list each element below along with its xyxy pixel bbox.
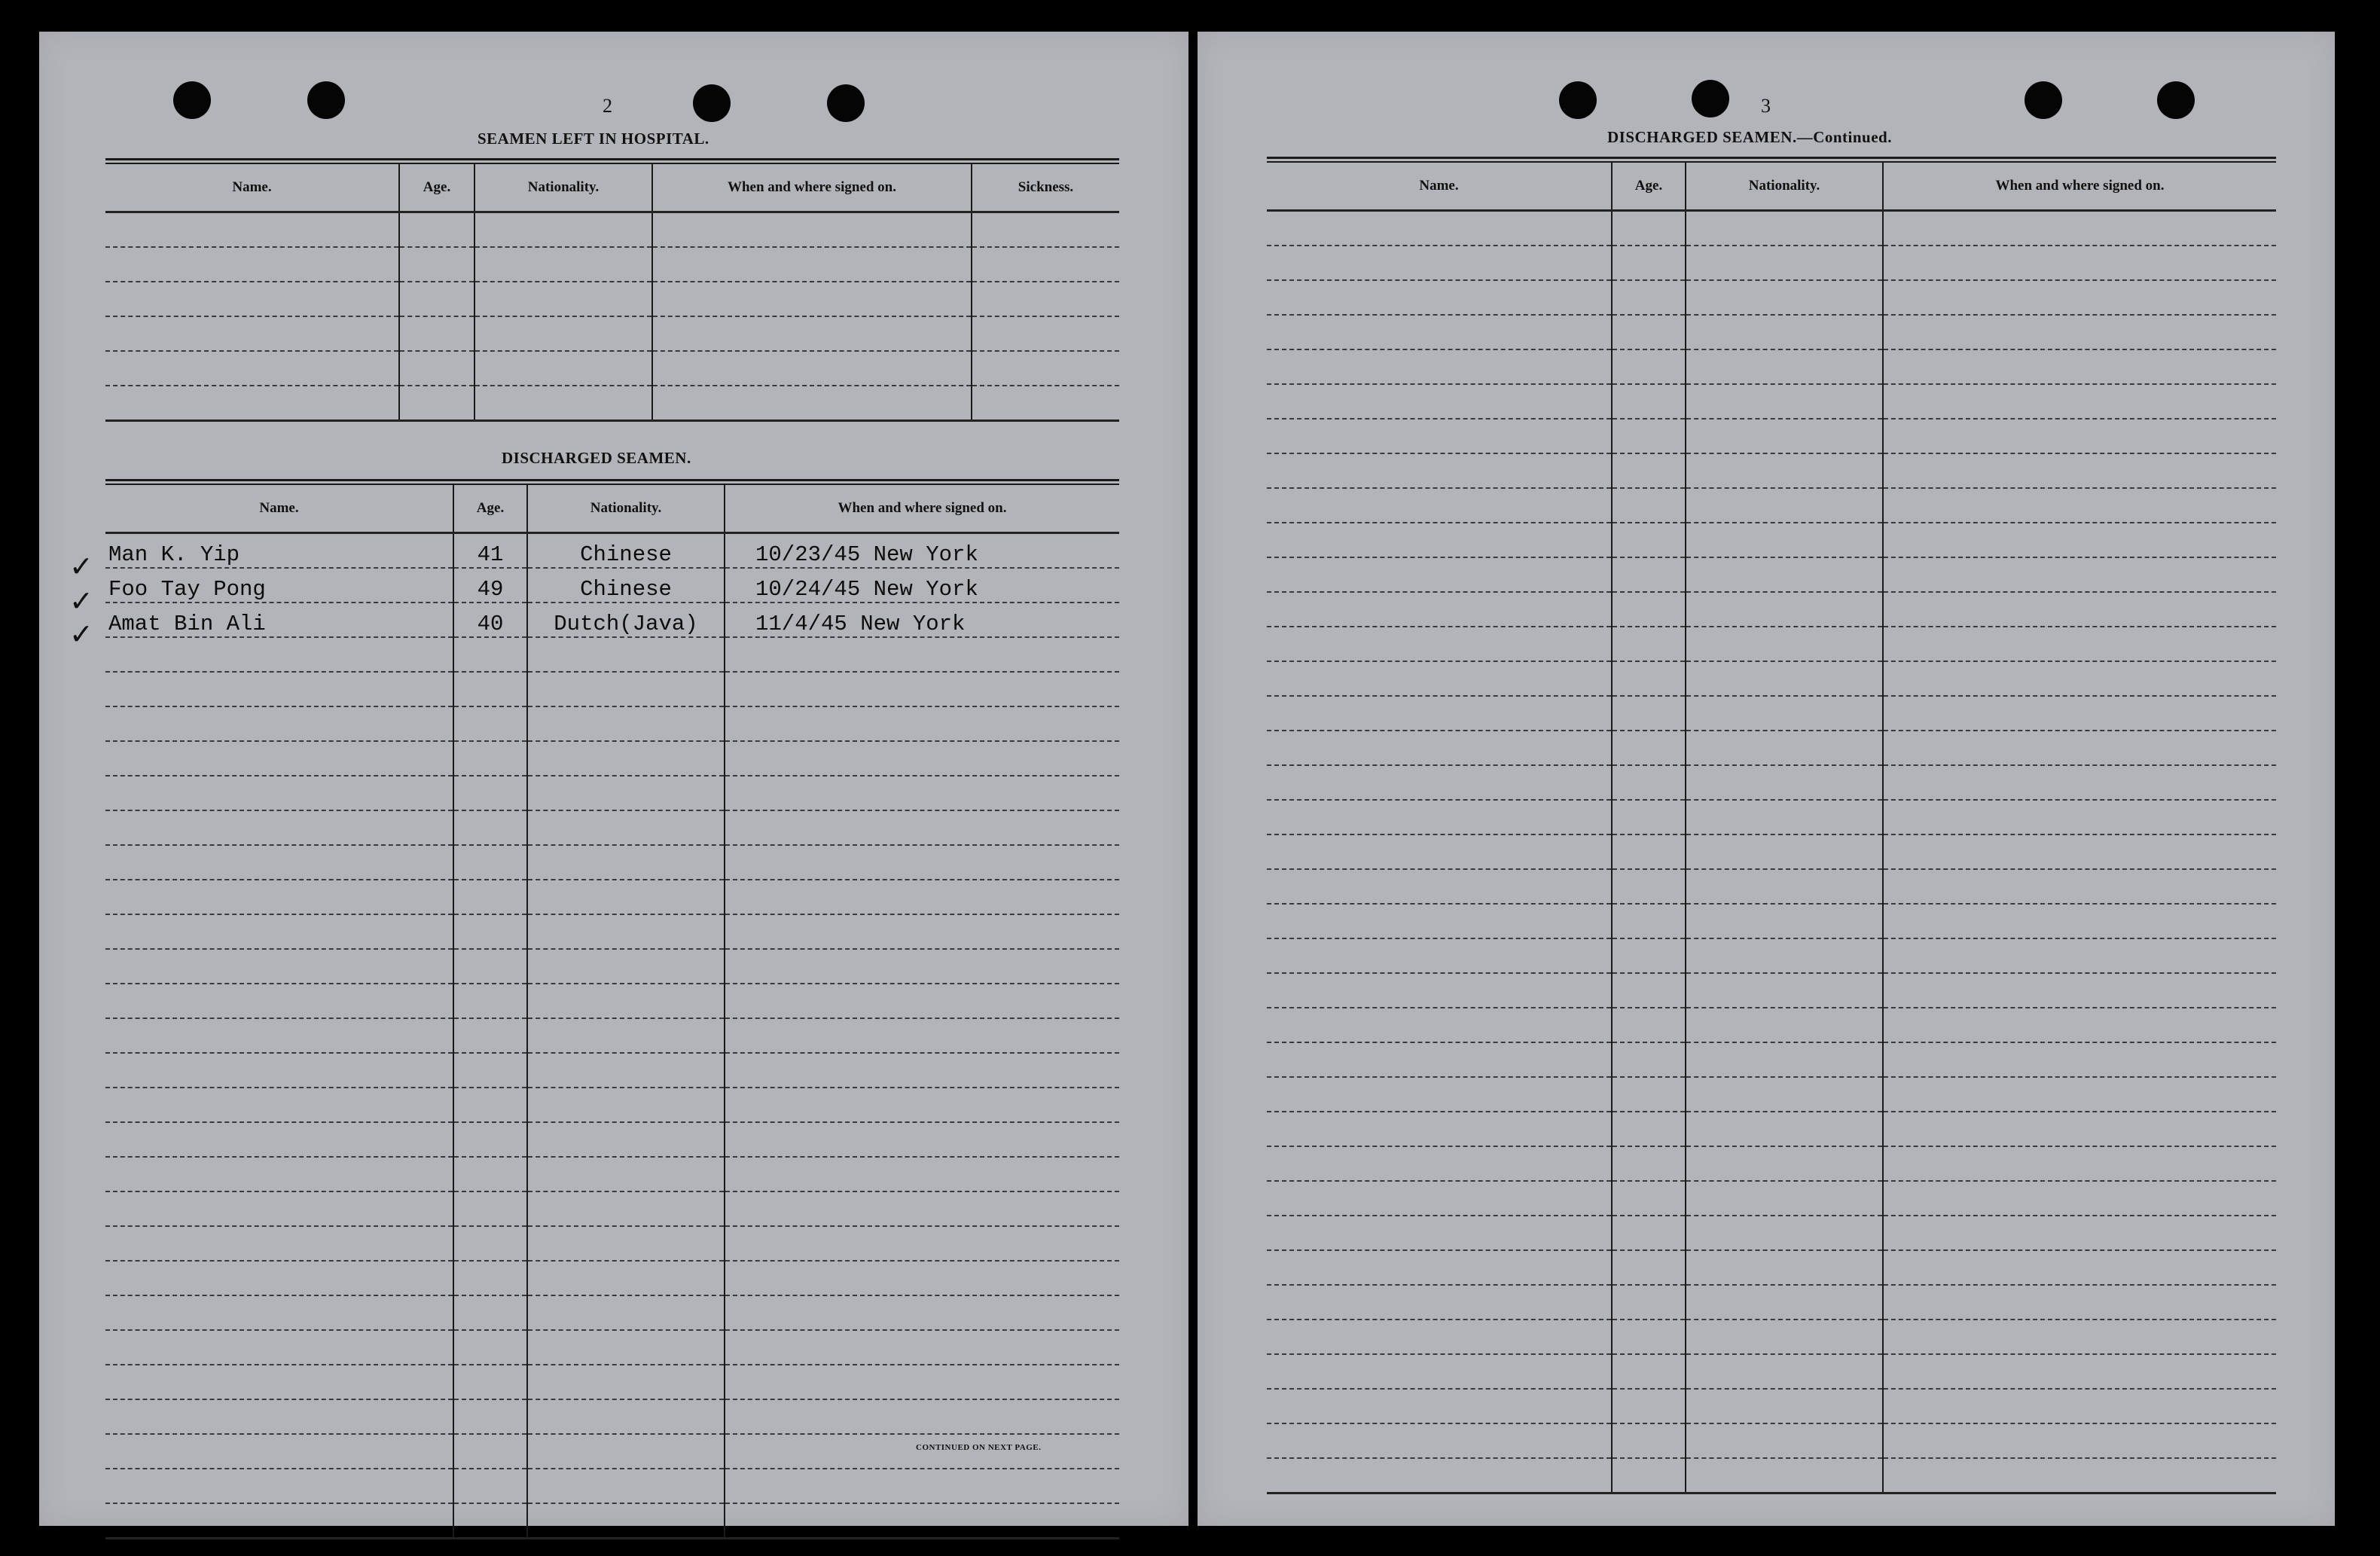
seaman-name: Foo Tay Pong <box>105 568 453 603</box>
col-header-nationality: Nationality. <box>474 164 652 212</box>
table-row <box>105 1226 1119 1261</box>
table-row <box>1267 938 2276 973</box>
seaman-nationality: Dutch(Java) <box>527 603 725 637</box>
table-row <box>105 1261 1119 1295</box>
seaman-nationality: Chinese <box>527 568 725 603</box>
table-row <box>105 1191 1119 1226</box>
col-header-age: Age. <box>453 485 527 533</box>
discharged-section-title: DISCHARGED SEAMEN. <box>502 449 691 467</box>
seaman-nationality: Chinese <box>527 533 725 569</box>
punch-hole <box>827 84 865 122</box>
check-mark-icon: ✓ <box>69 618 93 651</box>
table-row <box>1267 1112 2276 1146</box>
table-row <box>1267 869 2276 904</box>
hospital-section-title: SEAMEN LEFT IN HOSPITAL. <box>478 130 709 148</box>
table-row <box>1267 1389 2276 1423</box>
table-row <box>105 672 1119 706</box>
continued-note: CONTINUED ON NEXT PAGE. <box>916 1443 1042 1452</box>
table-row <box>1267 1458 2276 1493</box>
table-row <box>105 1018 1119 1053</box>
punch-hole <box>1692 80 1729 117</box>
table-row <box>1267 384 2276 419</box>
table-row <box>105 1157 1119 1191</box>
table-row <box>105 386 1119 421</box>
col-header-name: Name. <box>105 164 399 212</box>
table-row <box>105 282 1119 316</box>
punch-hole <box>2157 81 2195 119</box>
col-header-name: Name. <box>105 485 453 533</box>
table-row <box>105 984 1119 1018</box>
col-header-sickness: Sickness. <box>972 164 1119 212</box>
seaman-age: 40 <box>453 603 527 637</box>
discharged-continued-table <box>1267 163 2276 1494</box>
top-rule <box>105 158 1119 160</box>
table-row <box>1267 696 2276 731</box>
table-row <box>1267 1008 2276 1042</box>
seaman-age: 41 <box>453 533 527 569</box>
table-row <box>1267 834 2276 869</box>
table-row <box>105 1399 1119 1434</box>
table-row <box>1267 315 2276 349</box>
table-header-row <box>105 164 1119 212</box>
top-rule <box>1267 157 2276 159</box>
page-number: 3 <box>1761 95 1771 117</box>
col-header-signed-on: When and where signed on. <box>725 485 1119 533</box>
table-row <box>105 810 1119 845</box>
check-mark-icon: ✓ <box>69 550 93 583</box>
table-row <box>105 845 1119 880</box>
table-row <box>105 1053 1119 1088</box>
table-row <box>1267 661 2276 696</box>
table-row <box>105 247 1119 282</box>
table-row <box>1267 349 2276 384</box>
punch-hole <box>173 81 211 119</box>
table-row <box>1267 419 2276 453</box>
table-row <box>1267 731 2276 765</box>
table-row <box>1267 627 2276 661</box>
punch-hole <box>693 84 731 122</box>
table-row <box>105 316 1119 351</box>
table-row <box>1267 246 2276 280</box>
table-row <box>105 351 1119 386</box>
table-row <box>105 1088 1119 1122</box>
table-row <box>1267 1354 2276 1389</box>
seaman-name: Amat Bin Ali <box>105 603 453 637</box>
table-row <box>1267 453 2276 488</box>
hospital-table <box>105 164 1119 422</box>
table-row <box>105 637 1119 672</box>
col-header-nationality: Nationality. <box>527 485 725 533</box>
seaman-name: Man K. Yip <box>105 533 453 569</box>
left-page <box>39 32 1188 1526</box>
table-row <box>105 949 1119 984</box>
table-row <box>105 603 1119 637</box>
col-header-nationality: Nationality. <box>1686 163 1883 211</box>
discharged-continued-title: DISCHARGED SEAMEN.—Continued. <box>1607 128 1892 146</box>
seaman-age: 49 <box>453 568 527 603</box>
table-row <box>1267 973 2276 1008</box>
table-row <box>1267 765 2276 800</box>
table-row <box>105 914 1119 949</box>
table-row <box>1267 1285 2276 1320</box>
punch-hole <box>2025 81 2062 119</box>
table-row <box>1267 211 2276 246</box>
col-header-signed-on: When and where signed on. <box>1883 163 2276 211</box>
table-row <box>105 880 1119 914</box>
table-row <box>105 741 1119 776</box>
table-row <box>1267 1077 2276 1112</box>
table-row <box>1267 800 2276 834</box>
table-row <box>105 706 1119 741</box>
seaman-signed-on: 10/23/45 New York <box>725 533 1119 569</box>
col-header-name: Name. <box>1267 163 1612 211</box>
seaman-signed-on: 11/4/45 New York <box>725 603 1119 637</box>
table-header-row <box>105 485 1119 533</box>
table-row <box>105 212 1119 248</box>
table-row <box>1267 592 2276 627</box>
table-row <box>1267 488 2276 523</box>
table-row <box>105 1469 1119 1503</box>
table-row <box>1267 1423 2276 1458</box>
punch-hole <box>307 81 345 119</box>
right-page <box>1198 32 2335 1526</box>
table-row <box>1267 1320 2276 1354</box>
table-row <box>105 1330 1119 1365</box>
table-row <box>105 1122 1119 1157</box>
col-header-age: Age. <box>399 164 474 212</box>
table-row <box>1267 1181 2276 1216</box>
page-number: 2 <box>603 95 612 117</box>
punch-hole <box>1559 81 1597 119</box>
table-row <box>1267 904 2276 938</box>
table-row <box>105 568 1119 603</box>
table-row <box>1267 557 2276 592</box>
table-row <box>1267 523 2276 557</box>
table-row <box>105 533 1119 569</box>
table-row <box>1267 1042 2276 1077</box>
table-row <box>1267 1216 2276 1250</box>
check-mark-icon: ✓ <box>69 584 93 618</box>
table-row <box>105 1503 1119 1539</box>
section-rule <box>105 479 1119 481</box>
table-row <box>1267 1250 2276 1285</box>
table-row <box>1267 1146 2276 1181</box>
table-row <box>105 1365 1119 1399</box>
discharged-table <box>105 485 1119 1539</box>
table-row <box>105 776 1119 810</box>
col-header-age: Age. <box>1612 163 1686 211</box>
col-header-signed-on: When and where signed on. <box>652 164 972 212</box>
table-row <box>1267 280 2276 315</box>
seaman-signed-on: 10/24/45 New York <box>725 568 1119 603</box>
table-row <box>105 1295 1119 1330</box>
table-header-row <box>1267 163 2276 211</box>
